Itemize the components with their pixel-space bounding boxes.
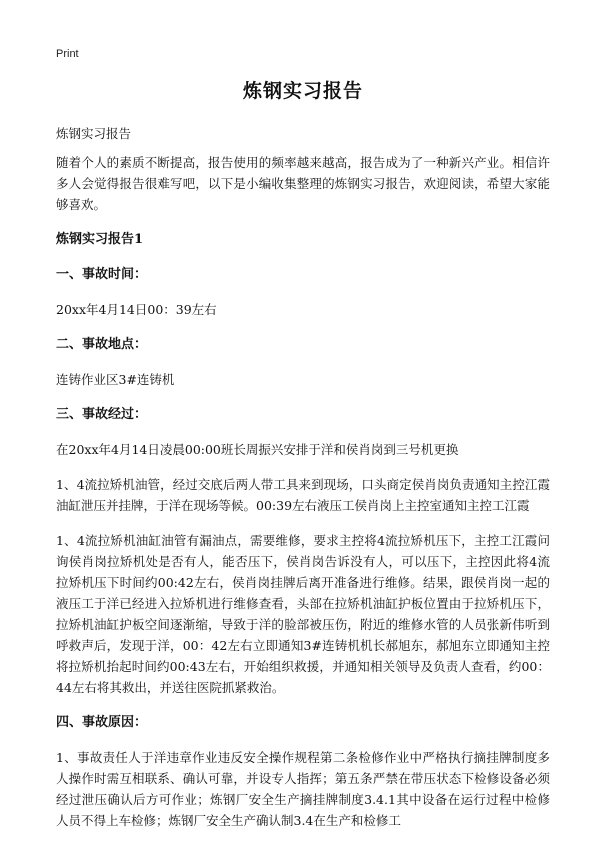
process-paragraph-1: 在20xx年4月14日凌晨00:00班长周振兴安排于洋和侯肖岗到三号机更换 bbox=[56, 442, 459, 457]
document-page bbox=[56, 76, 550, 845]
report-heading: 炼钢实习报告1 bbox=[56, 232, 144, 247]
process-paragraph-2: 1、4流拉矫机油管，经过交底后两人带工具来到现场，口头商定侯肖岗负责通知主控江霞油缸泄压并挂牌，于洋在现场等候。00:39左右液压工侯肖岗上主控室通知主控工江霞 bbox=[56, 477, 550, 513]
cause-paragraph-1: 1、事故责任人于洋违章作业违反安全操作规程第二条检修作业中严格执行摘挂牌制度多人操作时需互相联系、确认可靠，并设专人指挥；第五条严禁在带压状态下检修设备必须经过泄压确认后方可作业；炼钢厂安全生产摘挂牌制度3.4.1其中设备在运行过程中检修人员不得上车检修；炼钢厂安全生产确认制3.4在生产和检修工 bbox=[56, 750, 550, 828]
process-heading: 三、事故经过： bbox=[56, 407, 148, 422]
document-subtitle: 炼钢实习报告 bbox=[56, 126, 132, 141]
process-paragraph-3: 1、4流拉矫机油缸油管有漏油点，需要维修，要求主控将4流拉矫机压下，主控工江霞问询侯肖岗拉矫机处是否有人，能否压下，侯肖岗告诉没有人，可以压下，主控因此将4流拉矫机压下时间约00:42左右，侯肖岗挂牌后离开准备进行维修。结果，跟侯肖岗一起的液压工于洋已经进入拉矫机进行维修查看，头部在拉矫机油缸护板位置由于拉矫机压下，拉矫机油缸护板空间逐渐缩，导致于洋的脸部被压伤，附近的维修水管的人员张新伟听到呼救声后，发现于洋，00：42左右立即通知3#连铸机机长郝旭东，郝旭东立即通知主控将拉矫机抬起时间约00:43左右，开始组织救援，并通知相关领导及负责人查看，约00：44左右将其救出，并送往医院抓紧救治。 bbox=[56, 533, 550, 695]
place-value: 连铸作业区3#连铸机 bbox=[56, 372, 175, 387]
time-value: 20xx年4月14日00：39左右 bbox=[56, 302, 217, 317]
place-heading: 二、事故地点： bbox=[56, 337, 148, 352]
print-label: Print bbox=[56, 48, 79, 60]
document-title: 炼钢实习报告 bbox=[242, 80, 363, 102]
time-heading: 一、事故时间： bbox=[56, 267, 148, 282]
cause-heading: 四、事故原因： bbox=[56, 715, 148, 730]
intro-paragraph: 随着个人的素质不断提高，报告使用的频率越来越高，报告成为了一种新兴产业。相信许多人会觉得报告很难写吧，以下是小编收集整理的炼钢实习报告，欢迎阅读，希望大家能够喜欢。 bbox=[56, 155, 550, 212]
